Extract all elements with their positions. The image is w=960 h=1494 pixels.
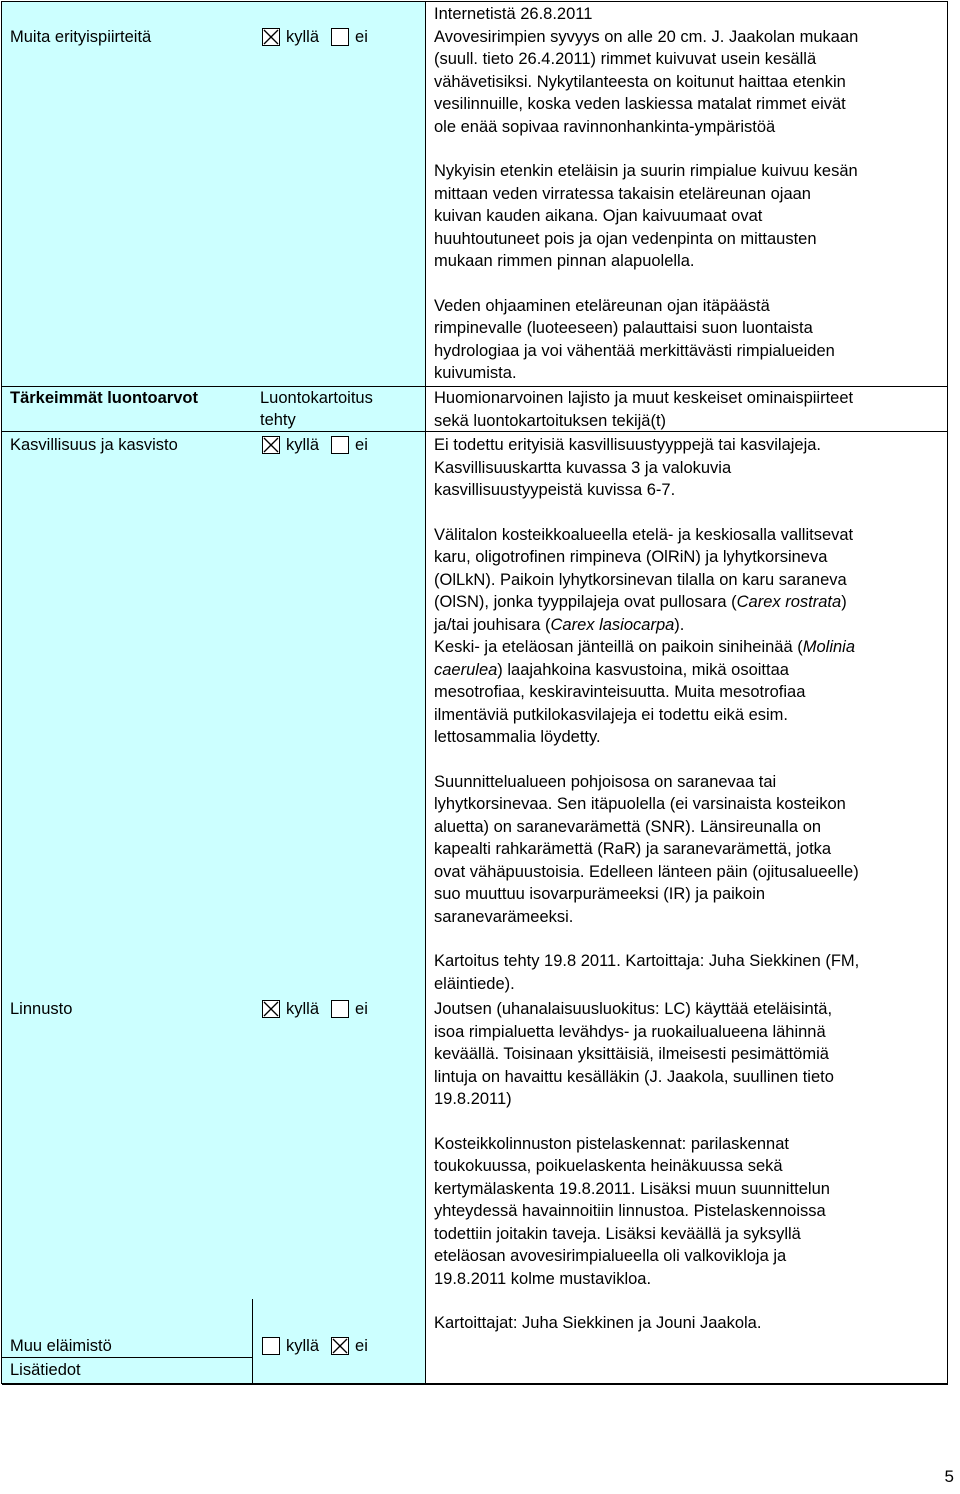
text-line: Kartoitus tehty 19.8 2011. Kartoittaja: Juha Siekkinen (FM, [434,952,860,970]
row-divider [2,1384,948,1385]
left-label-column [2,2,426,1383]
muita-yes-label: kyllä [286,28,320,46]
muita-no-checkbox[interactable] [331,28,349,46]
text-line: isoa rimpialuetta levähdys- ja ruokailualueena lähinnä [434,1022,826,1041]
text-line: Kasvillisuuskartta kuvassa 3 ja valokuvia [434,458,732,477]
species-name: Molinia [802,638,856,656]
text-line: sekä luontokartoituksen tekijä(t) [434,411,667,430]
muu-yes-label: kyllä [286,1337,320,1355]
text-line: hydrologiaa ja voi vähentää merkittävästi rimpialueiden [434,341,835,360]
kasvillisuus-no-checkbox[interactable] [331,436,349,454]
text-line: Ei todettu erityisiä kasvillisuustyyppejä tai kasvilajeja. [434,436,822,454]
text-line: kertymälaskenta 19.8.2011. Lisäksi muun suunnittelun [434,1179,830,1198]
muita-no-label: ei [355,28,368,46]
row-label-tarkeimmat: Tärkeimmät luontoarvot [10,389,198,407]
muu-yes-checkbox[interactable] [262,1337,280,1355]
linnusto-yesno [262,998,380,1021]
kasvillisuus-yes-label: kyllä [286,436,320,454]
muu-yesno [262,1335,380,1358]
kasvillisuus-no-label: ei [355,436,368,454]
text-line: yhteydessä havainnoitiin linnustoa. Pistelaskennoissa [434,1202,826,1220]
text-line: eläintiede). [434,974,515,993]
text-line: Välitalon kosteikkoalueella etelä- ja keskiosalla vallitsevat [434,525,854,544]
text-line: karu, oligotrofinen rimpineva (OlRiN) ja lyhytkorsineva [434,548,828,566]
text-line: (OlSN), jonka tyyppilajeja ovat pullosara (Carex rostrata) [434,593,847,611]
text-line: ovat vähäpuustoisia. Edelleen länteen päin (ojitusalueelle) [434,862,859,881]
species-name: Carex lasiocarpa [550,615,675,634]
text-line: caerulea) laajahkoina kasvustoina, mikä osoittaa [434,660,789,679]
text-line: kasvillisuustyypeistä kuvissa 6-7. [434,481,676,499]
text-line: Keski- ja eteläosan jänteillä on paikoin siniheinää (Molinia [434,638,856,656]
linnusto-yes-label: kyllä [286,1000,320,1018]
text-line: vesilinnuille, koska veden laskiessa matalat rimmet eivät [434,95,846,113]
text-line: eteläosan avovesirimpialueella oli valkovikloja ja [434,1247,787,1265]
linnusto-no-checkbox[interactable] [331,1000,349,1018]
text-line: kuivan kauden aikana. Ojan kaivuumaat ovat [434,207,763,225]
kasvillisuus-yesno [262,434,380,457]
species-name: Carex rostrata [736,593,842,611]
row-label-linnusto: Linnusto [10,1000,73,1018]
text-line: ilmentäviä putkilokasvilajeja ei todettu eikä esim. [434,705,789,724]
kasvillisuus-yes-checkbox[interactable] [262,436,280,454]
muita-yes-checkbox[interactable] [262,28,280,46]
text-line: saranevarämeeksi. [434,907,574,926]
muita-yesno [262,26,380,49]
text-line: Kartoittajat: Juha Siekkinen ja Jouni Jaakola. [434,1314,762,1332]
linnusto-no-label: ei [355,1000,368,1018]
linnusto-text [434,998,946,1335]
row-label-kasvillisuus: Kasvillisuus ja kasvisto [10,436,178,454]
text-line: 19.8.2011 kolme mustavikloa. [434,1269,652,1288]
text-line: lettosammalia löydetty. [434,728,601,746]
text-line: Nykyisin etenkin eteläisin ja suurin rimpialue kuivuu kesän [434,162,858,180]
text-line: mukaan rimmen pinnan alapuolella. [434,252,695,270]
muita-text [434,3,946,385]
text-line: keväällä. Toisinaan yksittäisiä, ilmeisesti pesimättömiä [434,1045,829,1063]
text-line: Avovesirimpien syvyys on alle 20 cm. J. Jaakolan mukaan [434,27,859,46]
text-line: Kosteikkolinnuston pistelaskennat: parilaskennat [434,1134,789,1153]
text-line: huuhtoutuneet pois ja ojan vedenpinta on mittausten [434,229,817,248]
kasvillisuus-text [434,434,946,995]
text-line: aluetta) on saranevarämettä (SNR). Länsireunalla on [434,817,822,836]
text-line: 19.8.2011) [434,1090,512,1108]
linnusto-yes-checkbox[interactable] [262,1000,280,1018]
text-line: Veden ohjaaminen eteläreunan ojan itäpäästä [434,296,770,315]
text-line: (suull. tieto 26.4.2011) rimmet kuivuvat usein kesällä [434,50,817,68]
text-line: todettiin joitakin taveja. Lisäksi keväällä ja syksyllä [434,1224,801,1243]
text-line: toukokuussa, poikuelaskenta heinäkuussa sekä [434,1157,783,1175]
column-divider [252,1299,253,1383]
tarkeimmat-header [434,387,946,432]
form-table [1,1,948,1384]
page-number: 5 [944,1466,954,1486]
text-line: ja/tai jouhisara (Carex lasiocarpa). [434,615,685,634]
muu-no-label: ei [355,1337,368,1355]
row-label-muita: Muita erityispiirteitä [10,28,152,46]
text-line: Joutsen (uhanalaisuusluokitus: LC) käyttää eteläisintä, [434,1000,833,1018]
row-label-muu: Muu eläimistö [10,1337,112,1355]
text-line: Internetistä 26.8.2011 [434,5,593,23]
luontokartoitus-line1: Luontokartoitus [260,389,373,407]
text-line: Suunnittelualueen pohjoisosa on saranevaa tai [434,772,777,791]
luontokartoitus-line2: tehty [260,411,296,429]
text-line: lintuja on havaittu kesälläkin (J. Jaakola, suullinen tieto [434,1067,834,1086]
text-line: lyhytkorsinevaa. Sen itäpuolella (ei varsinaista kosteikon [434,795,846,813]
text-line: mesotrofiaa, keskiravinteisuutta. Muita mesotrofiaa [434,683,806,701]
text-line: kapealti rahkarämettä (RaR) ja saranevarämettä, jotka [434,840,832,858]
text-line: kuivumista. [434,364,517,382]
text-line: suo muuttuu isovarpurämeeksi (IR) ja paikoin [434,885,766,903]
text-line: Huomionarvoinen lajisto ja muut keskeiset ominaispiirteet [434,389,854,407]
species-name: caerulea [434,660,498,679]
text-line: (OlLkN). Paikoin lyhytkorsinevan tilalla on karu saraneva [434,570,847,589]
text-line: ole enää sopivaa ravinnonhankinta-ympäristöä [434,117,776,136]
text-line: mittaan veden virratessa takaisin eteläreunan ojaan [434,184,811,203]
text-line: vähävetisiksi. Nykytilanteesta on koitunut haittaa etenkin [434,72,846,91]
text-line: rimpinevalle (luoteeseen) palauttaisi suon luontaista [434,319,813,337]
muu-no-checkbox[interactable] [331,1337,349,1355]
row-label-lisatiedot: Lisätiedot [10,1361,81,1379]
